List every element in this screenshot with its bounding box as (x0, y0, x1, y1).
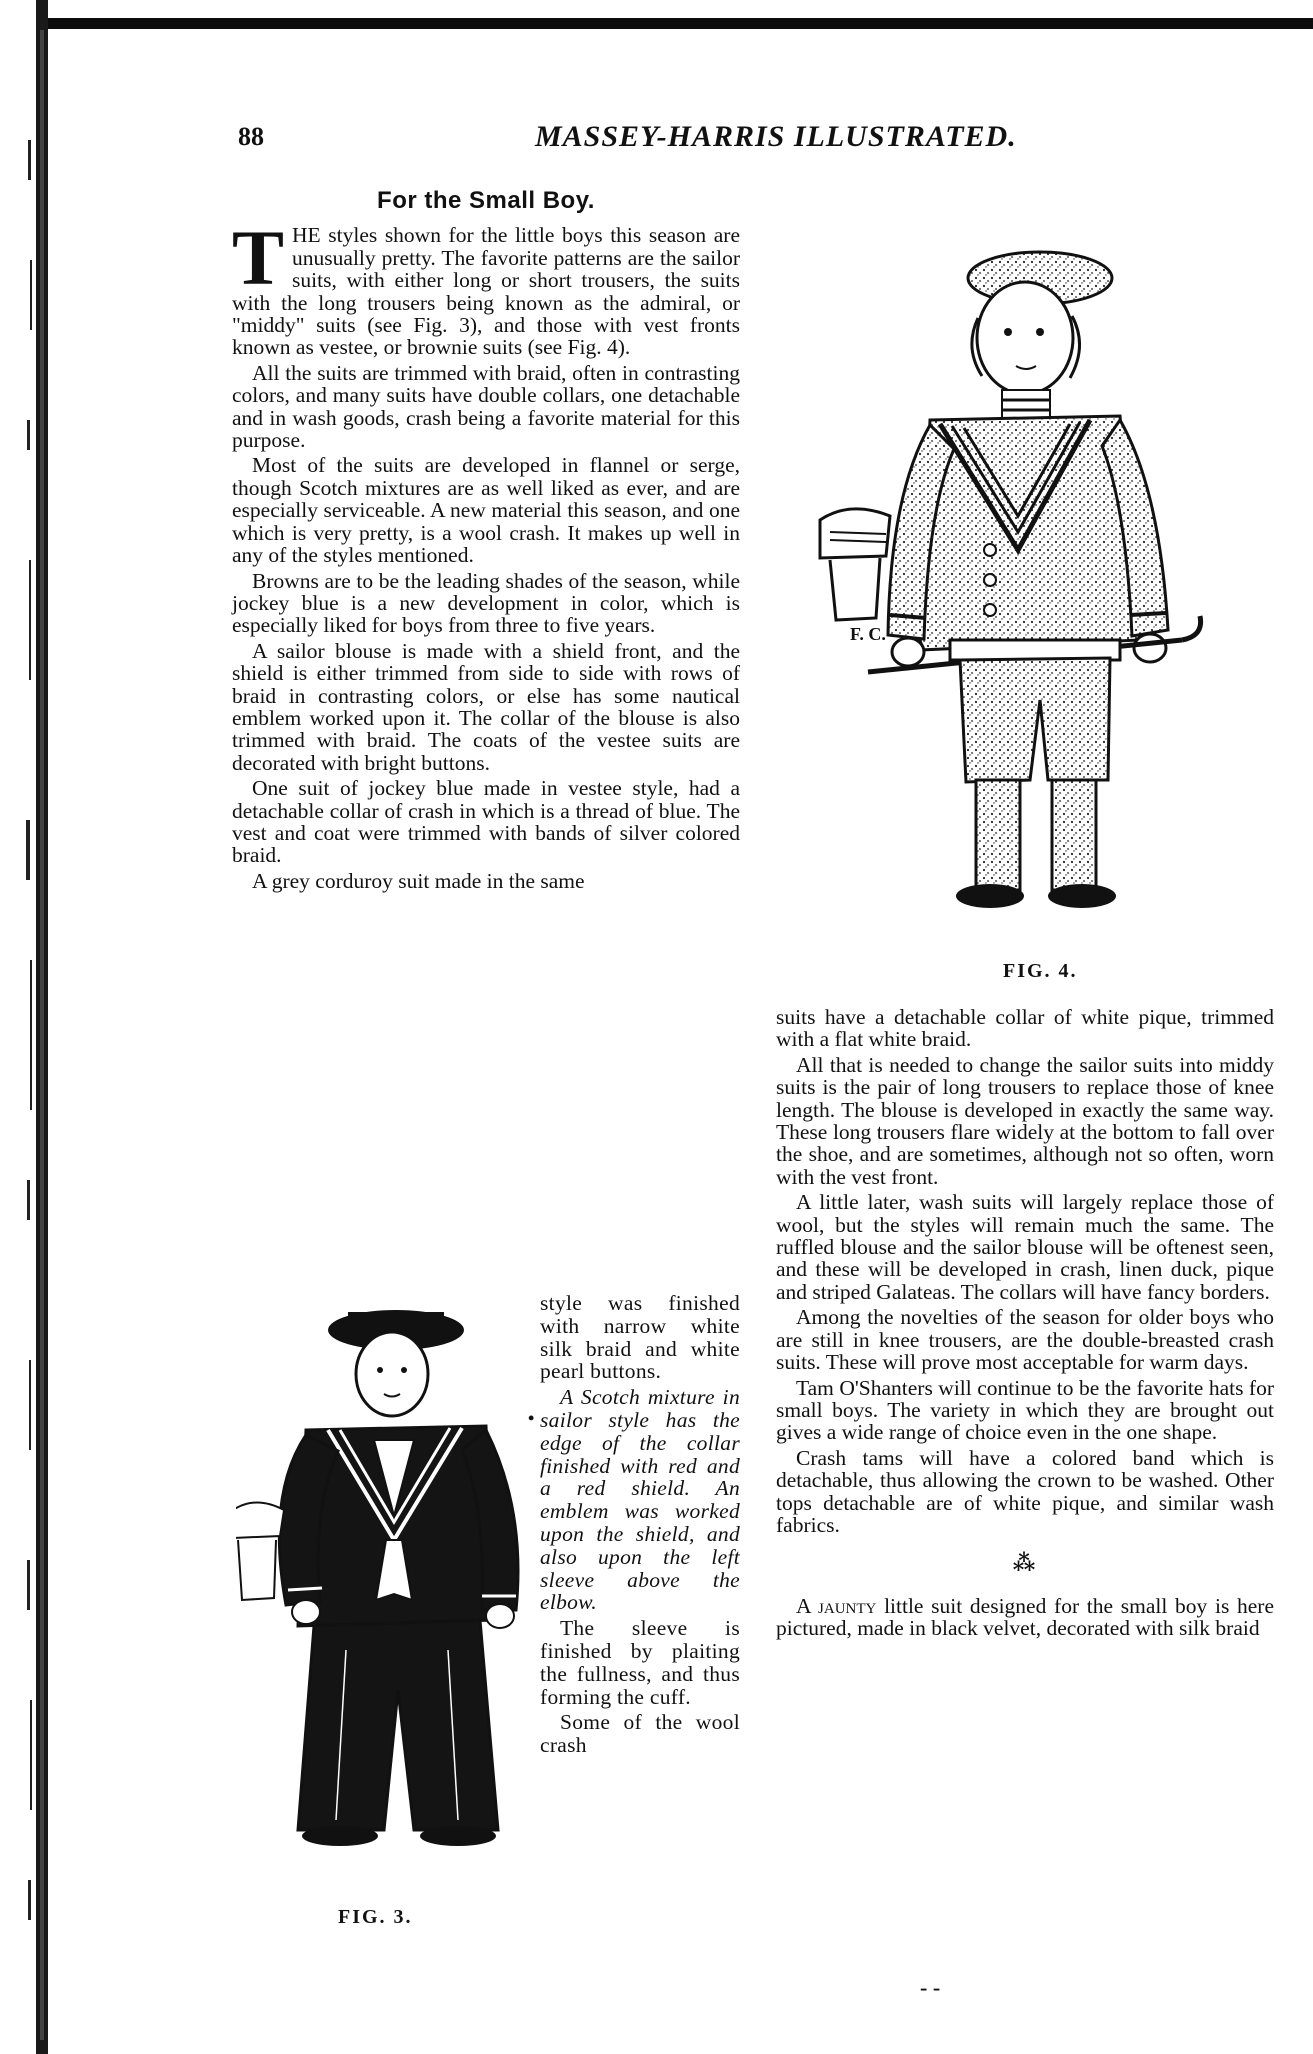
figure-4-illustration (790, 220, 1260, 960)
article-paragraph-1: THE styles shown for the little boys this season are unusually pretty. The favorite patterns are the sailor suits, with either long or short trousers, the suits with the long trousers being known as the admiral, or "middy" suits (see Fig. 3), and those with vest fronts known as vestee, or brownie suits (see Fig. 4). (232, 214, 740, 360)
right-paragraph-5: Tam O'Shanters will continue to be the favorite hats for small boys. The variety in which they are brought out gives a wide range of choice even in the one shape. (776, 1375, 1274, 1445)
printer-dot: • (528, 1408, 535, 1428)
article-narrow-column (540, 1292, 740, 1760)
article-paragraph-7: A grey corduroy suit made in the same (252, 868, 585, 893)
figure-3-caption: FIG. 3. (338, 1906, 413, 1928)
article-right-column (776, 1006, 1274, 1643)
article-paragraph-5: A sailor blouse is made with a shield front, and the shield is either trimmed from side to side with rows of braid in contrasting colors, or else has some nautical emblem worked upon it. The collar of the blouse is also trimmed with braid. The coats of the vestee suits are decorated with bright buttons. (232, 638, 740, 775)
top-rule (40, 18, 1313, 29)
footer-mark: - - (920, 1975, 941, 2000)
fig4-initials: F. C. (850, 624, 886, 644)
article-left-column (232, 187, 740, 895)
right-paragraph-4: Among the novelties of the season for older boys who are still in knee trousers, are the double-breasted crash suits. These will prove most acceptable for warm days. (776, 1305, 1274, 1375)
figure-4-caption: FIG. 4. (1003, 960, 1078, 982)
narrow-paragraph-3: The sleeve is finished by plaiting the fullness, and thus forming the cuff. (540, 1616, 740, 1709)
right-paragraph-3: A little later, wash suits will largely replace those of wool, but the styles will remain much the same. The ruffled blouse and the sailor blouse will be oftenest seen, and these will be developed in crash, linen duck, pique and striped Galateas. The collars will have fancy borders. (776, 1190, 1274, 1304)
narrow-paragraph-1: style was finished with narrow white silk braid and white pearl buttons. (540, 1291, 740, 1384)
right-paragraph-2: All that is needed to change the sailor suits into middy suits is the pair of long trousers to replace those of knee length. The blouse is developed in exactly the same way. These long trousers flare widely at the bottom to fall over the shoe, and are sometimes, although not so often, worn with the vest front. (776, 1052, 1274, 1189)
page-number: 88 (238, 122, 264, 151)
article-title: For the Small Boy. (377, 187, 595, 214)
running-head: MASSEY-HARRIS ILLUSTRATED. (535, 120, 1017, 153)
asterism: ⁂ (1012, 1550, 1038, 1576)
right-paragraph-1: suits have a detachable collar of white pique, trimmed with a flat white braid. (776, 1005, 1274, 1052)
article-paragraph-6: One suit of jockey blue made in vestee style, had a detachable collar of crash in which is a thread of blue. The vest and coat were trimmed with bands of silver colored braid. (232, 776, 740, 868)
figure-3-illustration (236, 1290, 536, 1850)
article-paragraph-4: Browns are to be the leading shades of the season, while jockey blue is a new development in color, which is especially liked for boys from three to five years. (232, 568, 740, 638)
article-paragraph-3: Most of the suits are developed in flannel or serge, though Scotch mixtures are as well liked as ever, and are especially serviceable. A new material this season, and one which is very pretty, is a wool crash. It makes up well in any of the styles mentioned. (232, 453, 740, 568)
right-paragraph-6: Crash tams will have a colored band which is detachable, thus allowing the crown to be washed. Other tops detachable are of white pique, and similar wash fabrics. (776, 1445, 1274, 1537)
article-paragraph-2: All the suits are trimmed with braid, often in contrasting colors, and many suits have double collars, one detachable and in wash goods, crash being a favorite material for this purpose. (232, 360, 740, 453)
narrow-paragraph-2: A Scotch mixture in sailor style has the edge of the collar finished with red and a red shield. An emblem was worked upon the shield, and also upon the left sleeve above the elbow. (540, 1385, 740, 1615)
page-binding-edge (0, 0, 60, 2054)
narrow-paragraph-4: Some of the wool crash (540, 1710, 740, 1758)
dropcap: T (232, 214, 285, 302)
final-paragraph: A jaunty little suit designed for the small boy is here pictured, made in black velvet, decorated with silk braid (776, 1593, 1275, 1641)
